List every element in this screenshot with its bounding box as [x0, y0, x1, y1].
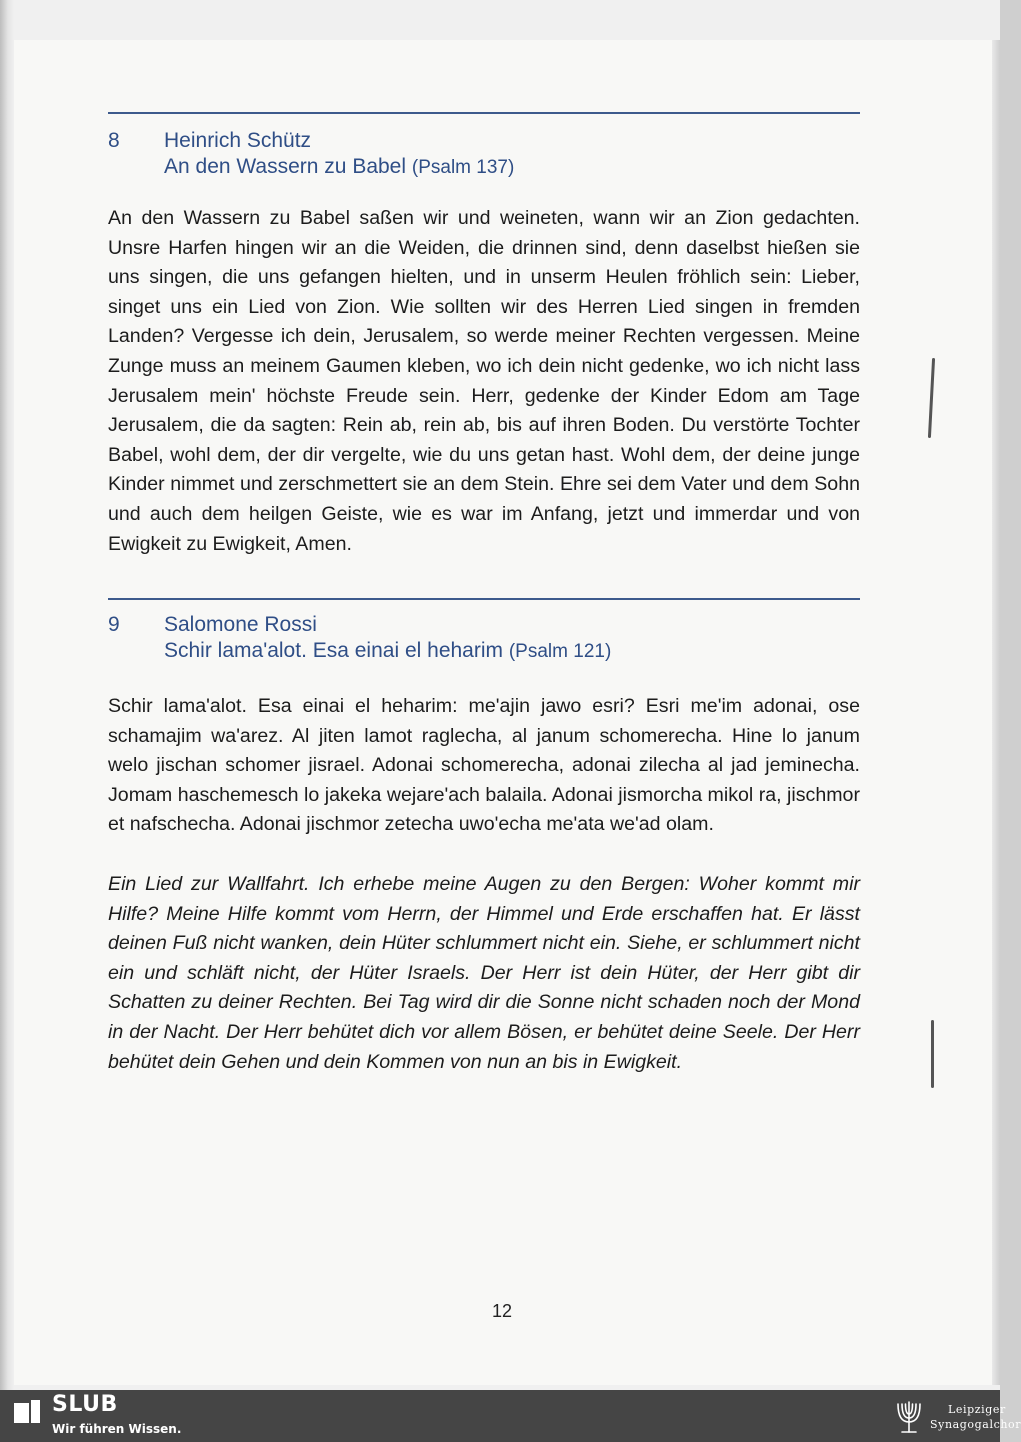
translation-text: Ein Lied zur Wallfahrt. Ich erhebe meine Augen zu den Bergen: Woher kommt mir Hilfe? Meine Hilfe kommt vom Herrn, der Himmel und Erde erschaffen hat. Er lässt deinen Fuß nicht wanken, dein Hüter schlummert nicht ein. Siehe, er schlummert nicht ein und schläft nicht, der Hüter Israels. Der Herr ist dein Hüter, der Herr gibt dir Schatten zu deiner Rechten. Bei Tag wird dir die Sonne nicht schaden noch der Mond in der Nacht. Der Herr behütet dich vor allem Bösen, er behütet deine Seele. Der Herr behütet dein Gehen und dein Kommen von nun an bis in Ewigkeit.	[108, 873, 860, 1073]
work-title: An den Wassern zu Babel	[164, 155, 407, 178]
composer-name: Salomone Rossi	[164, 613, 317, 636]
library-tagline: Wir führen Wissen.	[52, 1422, 182, 1436]
work-title-line	[164, 638, 611, 665]
library-footer-bar	[0, 1390, 1021, 1442]
section-number: 8	[108, 129, 120, 152]
section-number: 9	[108, 613, 120, 636]
song-text: Schir lama'alot. Esa einai el heharim: me'ajin jawo esri? Esri me'im adonai, ose schamajim wa'arez. Al jiten lamot raglecha, al janum schomerecha. Hine lo janum welo jischan schomer jisrael. Adonai schomerecha, adonai zilecha al jad jeminecha. Jomam haschemesch lo jakeka wejare'ach balaila. Adonai jismorcha mikol ra, jischmor et nafschecha. Adonai jischmor zetecha uwo'echa me'ata we'ad olam.	[108, 695, 860, 836]
slub-logo-icon	[14, 1400, 40, 1424]
psalm-reference: (Psalm 137)	[411, 157, 515, 178]
page-number: 12	[491, 1301, 513, 1321]
work-title-line	[164, 154, 514, 181]
composer-name: Heinrich Schütz	[164, 129, 312, 152]
menorah-icon	[892, 1396, 926, 1436]
section-divider	[108, 112, 860, 114]
binding-stitch	[931, 1020, 934, 1088]
library-name: SLUB	[52, 1392, 118, 1417]
song-text: An den Wassern zu Babel saßen wir und weineten, wann wir an Zion gedachten. Unsre Harfen hingen wir an die Weiden, die drinnen sind, denn daselbst hießen sie uns singen, die uns gefangen hielten, und in unserm Heulen fröhlich sein: Lieber, singet uns ein Lied von Zion. Wie sollten wir des Herren Lied singen in fremden Landen? Vergesse ich dein, Jerusalem, so werde meiner Rechten vergessen. Meine Zunge muss an meinem Gaumen kleben, wo ich dein nicht gedenke, wo ich nicht lass Jerusalem mein' höchste Freude sein. Herr, gedenke der Kinder Edom am Tage Jerusalem, die da sagten: Rein ab, rein ab, bis auf ihren Boden. Du verstörte Tochter Babel, wohl dem, der dir vergelte, wie du uns getan hast. Wohl dem, der deine junge Kinder nimmet und zerschmettert sie an dem Stein. Ehre sei dem Vater und dem Sohn und auch dem heilgen Geiste, wie es war im Anfang, jetzt und immerdar und von Ewigkeit zu Ewigkeit, Amen.	[108, 207, 860, 555]
section-divider	[108, 598, 860, 600]
choir-name-line1: Leipziger	[948, 1403, 1006, 1416]
psalm-reference: (Psalm 121)	[508, 641, 612, 662]
page-edge	[992, 40, 1000, 1385]
binding-stitch	[928, 358, 935, 438]
choir-name-line2: Synagogalchor	[930, 1418, 1021, 1431]
work-title: Schir lama'alot. Esa einai el heharim	[164, 639, 504, 662]
booklet-page	[14, 40, 992, 1385]
